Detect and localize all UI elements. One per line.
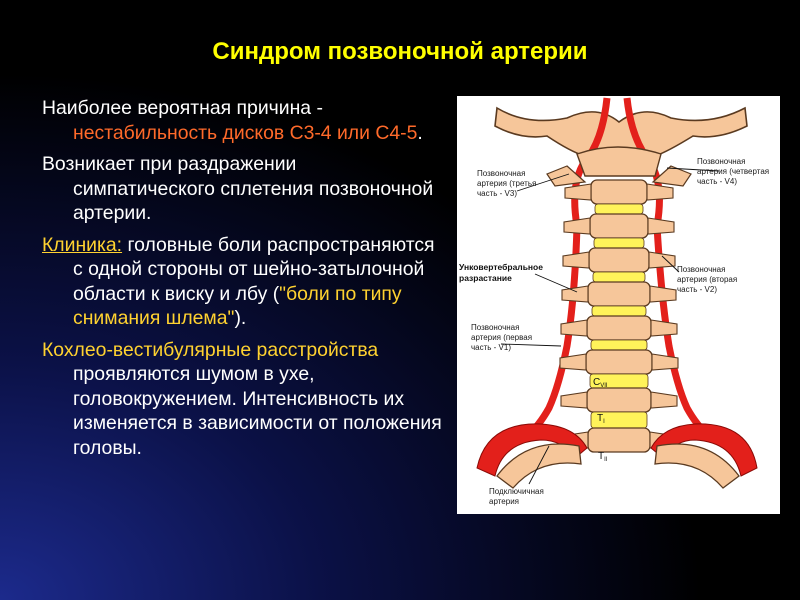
transverse-process <box>651 392 677 408</box>
bullet-origin-text: Возникает при раздражении симпатического сплетения позвоночной артерии. <box>42 153 434 224</box>
transverse-process <box>561 392 587 408</box>
vertebra-body <box>587 388 651 412</box>
transverse-process <box>563 252 589 268</box>
label-c7: $C_{VII}$ <box>593 377 608 389</box>
bullet-clinic <box>42 233 442 331</box>
vertebra-body <box>587 316 651 340</box>
label-v2: Позвоночная артерия (вторая часть - V2) <box>677 265 738 294</box>
transverse-process <box>565 184 591 200</box>
bullet-cochlear <box>42 338 442 461</box>
label-subclavian: Подключичная артерия <box>489 487 544 506</box>
bullet-origin <box>42 152 442 226</box>
bullet-cause-end: . <box>417 121 423 144</box>
vertebra-body <box>588 428 650 452</box>
vertebra-body <box>589 248 649 272</box>
spine-illustration <box>457 96 780 514</box>
transverse-process <box>561 320 587 336</box>
transverse-process <box>651 320 677 336</box>
intervertebral-disc <box>592 306 646 316</box>
transverse-process <box>647 184 673 200</box>
bullet-clinic-text: головные боли распространяются с одной стороны от шейно-затылочной области к виску и лбу ( <box>73 233 435 305</box>
vertebra-body <box>586 350 652 374</box>
bullet-cochlear-text: проявляются шумом в ухе, головокружением. Интенсивность их изменяется в зависимости от положения головы. <box>73 363 442 459</box>
bullet-cochlear-highlight: Кохлео-вестибулярные расстройства <box>42 338 379 361</box>
intervertebral-disc <box>591 340 647 350</box>
bullet-cause <box>42 96 442 145</box>
vertebra-body <box>591 180 647 204</box>
intervertebral-disc <box>594 238 644 248</box>
intervertebral-disc <box>593 272 645 282</box>
vertebrae <box>560 180 678 452</box>
bullet-list <box>42 96 442 467</box>
transverse-process <box>562 286 588 302</box>
transverse-process <box>649 252 675 268</box>
label-t2: $T_{II}$ <box>598 451 608 463</box>
label-v1: Позвоночная артерия (первая часть - V1) <box>471 323 533 352</box>
transverse-process <box>648 218 674 234</box>
vertebra-body <box>588 282 650 306</box>
transverse-process <box>564 218 590 234</box>
bullet-cause-text: Наиболее вероятная причина - <box>42 97 323 119</box>
bullet-cause-highlight: нестабильность дисков С3-4 или С4-5 <box>73 121 418 144</box>
transverse-process <box>650 286 676 302</box>
intervertebral-disc <box>595 204 643 214</box>
cervical-spine-diagram <box>457 96 780 514</box>
vertebra-body <box>590 214 648 238</box>
slide-title: Синдром позвоночной артерии <box>212 38 588 65</box>
label-v4: Позвоночная артерия (четвертая часть - V4) <box>697 157 770 186</box>
label-t1: $T_I$ <box>597 413 605 425</box>
label-v3: Позвоночная артерия (третья часть - V3) <box>477 169 537 198</box>
bullet-clinic-label: Клиника: <box>42 233 123 256</box>
bullet-clinic-end: ). <box>234 307 247 329</box>
label-uncovertebral: Унковертебральное разрастание <box>459 262 543 283</box>
bullet-clinic-quote: "боли по типу снимания шлема" <box>73 282 402 329</box>
